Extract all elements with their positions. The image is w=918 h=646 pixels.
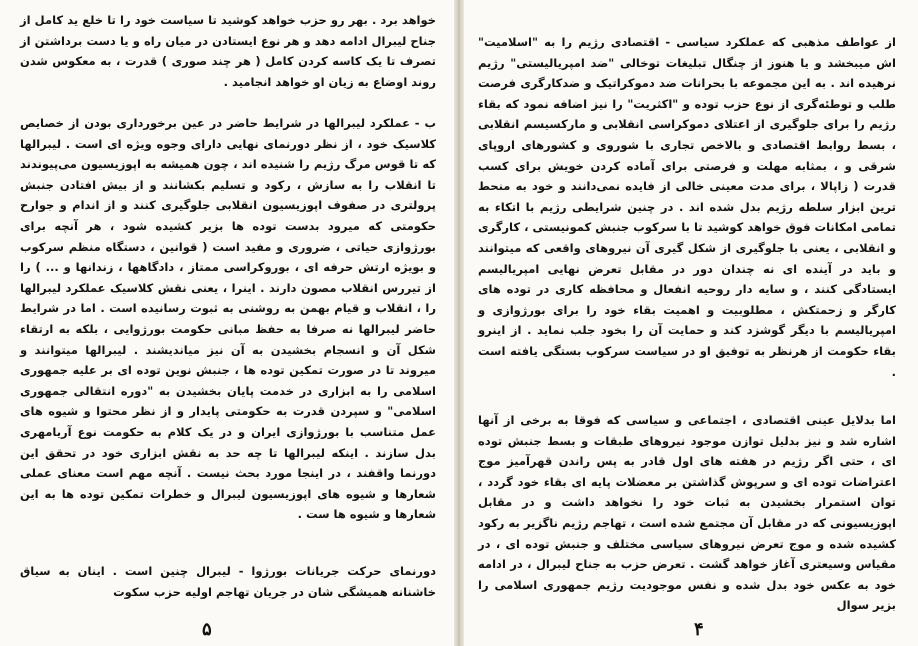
right-paragraph-1: از عواطف مذهبی که عملکرد سیاسی - اقتصادی رژیم را به "اسلامیت" اش میبخشد و یا هنوز از چنگال تبلیغات توخالی "ضد امپریالیستی" رژیم نرهیده اند . به این مجموعه با بحرانات ضد دموکراتیک و ضدکارگری فرصت طلب و توطئه‌گری از نوع حزب توده و "اکثریت" را نیز اضافه نمود که بقاء رژیم را برای جلوگیری از اعتلای دموکراسی انقلابی و مارکسیسم انقلابی ، بسط روابط اقتصادی و بالاخص تجاری با شوروی و کشورهای اروپای شرقی و ، بمثابه مهلت و فرصتی برای آماده کردن خویش برای کسب قدرت ( زاپالا ، برای مدت معینی خالی از فایده نمی‌دانند و خود به منحط ترین ابزار سلطه رژیم بدل شده اند . در چنین شرایطی رژیم با اتکاء به تمامی امکانات فوق خواهد کوشید تا با سرکوب جنبش کمونیستی ، کارگری و انقلابی ، یعنی با جلوگیری از شکل گیری آن نیروهای واقعی که میتوانند و باید در آینده ای نه چندان دور در مقابل تعرض نهایی امپریالیسم ایستادگی کنند ، و سایه دار روحیه انفعال و محافظه کاری در توده های کارگر و زحمتکش ، مطلوبیت و اهمیت بقاء خود را برای بورژوازی و امپریالیسم با دیگر گوشزد کند و حمایت آن را بخود جلب نماید . از اینرو بقاء حکومت از هرنظر به توفیق او در سیاست سرکوب بستگی یافته است . [478, 35, 896, 379]
left-paragraph-3: دورنمای حرکت جریانات بورژوا - لیبرال چنین است . اینان به سیاق خاشنانه همیشگی شان در جریان تهاجم اولیه حزب سکوت [20, 564, 436, 599]
right-paragraph-2: اما بدلایل عینی اقتصادی ، اجتماعی و سیاسی که فوقا به برخی از آنها اشاره شد و نیز بدلیل توازن موجود نیروهای طبقات و بسط جنبش توده ای ، حتی اگر رژیم در هفته های اول قادر به پس راندن قهرآمیز موج اعتراضات توده ای و سرپوش گذاشتن بر معضلات پایه ای بقاء خود گردد ، توان استمرار بخشیدن به ثبات خود را نخواهد داشت و در مقابل اپوزیسیونی که در مقابل آن مجتمع شده است ، تهاجم رژیم ناگزیر به رکود کشیده شده و موج تعرض نیروهای سیاسی مختلف و جنبش توده ای ، در مقیاس وسیعتری آغاز خواهد گشت . تعرض حزب به جناح لیبرال ، در ادامه خود به عکس خود بدل شده و نفس موجودیت رژیم جمهوری اسلامی را بزیر سوال [478, 413, 896, 613]
left-page [0, 0, 458, 646]
page-number-left: ۵ [202, 619, 212, 640]
left-paragraph-2: ب - عملکرد لیبرالها در شرایط حاضر در عین برخورداری بودن از خصایص کلاسیک خود ، از نظر دورنمای نهایی دارای وجوه ویژه ای است . لیبرالها که تا قوس مرگ رژیم را شنیده اند ، چون همیشه به اپوزیسیون می‌پیوندند تا انقلاب را به سازش ، رکود و تسلیم بکشانند و از بیش افتادن جنبش پرولتری در صفوف اپوزیسیون انقلابی جلوگیری کنند و از اندام و جوارح حکومتی که میرود بدست توده ها بزیر کشیده شود ، هر آنچه برای بورژوازی حیاتی ، ضروری و مفید است ( قوانین ، دستگاه منظم سرکوب و بویژه ارتش حرفه ای ، بوروکراسی ممتاز ، دادگاهها ، زندانها و ... ) را از تیررس انقلاب مصون دارند . اینرا ، یعنی نقش کلاسیک عملکرد لیبرالها را ، انقلاب و قیام بهمن به روشنی به ثبوت رسانیده است . اما در شرایط حاضر لیبرالها نه صرفا به حفظ مبانی حکومت بورژوایی ، بلکه به ارتقاء شکل آن و انسجام بخشیدن به آن نیز میاندیشند . لیبرالها میتوانند و میروند تا در صورت تمکین توده ها ، جنبش نوین توده ای بر علیه جمهوری اسلامی را به ابزاری در خدمت پایان بخشیدن به "دوره انتقالی جمهوری اسلامی" و سپردن قدرت به حکومتی پایدار و از نظر محتوا و شیوه های عمل متناسب با بورژوازی ایران و در یک کلام به حکومت نوع آریامهری بدل سازند . اینکه لیبرالها تا چه حد به نقش ابزاری خود در تحقق این دورنما واقفند ، در اینجا مورد بحث نیست . آنچه مهم است معنای عملی شعارها و شیوه های اپوزیسیون لیبرال و خطرات تمکین توده ها به این شعارها و شیوه ها ست . [20, 116, 436, 522]
page-number-right: ۴ [694, 619, 704, 640]
right-page [460, 0, 918, 646]
left-paragraph-1: خواهد برد . بهر رو حزب خواهد کوشید تا سیاست خود را تا خلع ید کامل از جناح لیبرال ادامه دهد و هر نوع ایستادن در میان راه و یا دست برداشتن از تصرف تا یک کاسه کردن کامل ( هر چند صوری ) قدرت ، به معکوس شدن روند اوضاع به زیان او خواهد انجامید . [20, 13, 436, 89]
